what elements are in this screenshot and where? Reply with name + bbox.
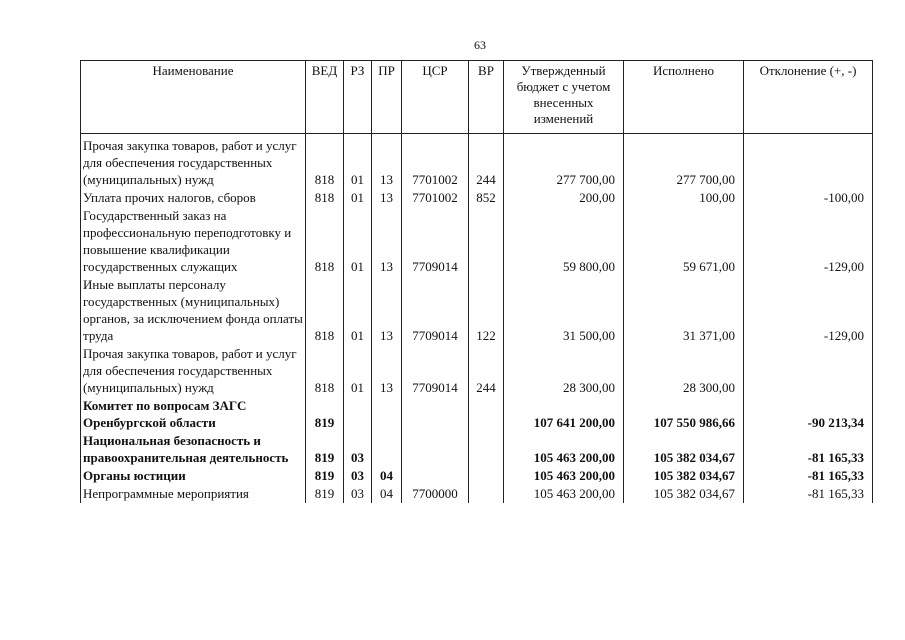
cell-executed: 31 371,00 bbox=[624, 276, 744, 345]
cell-csr: 7701002 bbox=[402, 134, 469, 190]
page-number: 63 bbox=[474, 38, 486, 52]
table-row bbox=[81, 397, 873, 432]
cell-deviation bbox=[744, 134, 873, 190]
cell-deviation: -100,00 bbox=[744, 189, 873, 207]
cell-approved: 107 641 200,00 bbox=[504, 397, 624, 432]
header-name: Наименование bbox=[81, 61, 306, 134]
header-approved: Утвержденный бюджет с учетом внесенных изменений bbox=[504, 61, 624, 134]
table-row bbox=[81, 345, 873, 397]
header-row bbox=[81, 61, 873, 134]
table-row bbox=[81, 207, 873, 276]
cell-approved: 59 800,00 bbox=[504, 207, 624, 276]
cell-vr bbox=[469, 207, 504, 276]
table-row bbox=[81, 485, 873, 503]
cell-rz: 01 bbox=[344, 276, 372, 345]
cell-vr bbox=[469, 485, 504, 503]
cell-vr bbox=[469, 397, 504, 432]
cell-deviation: -81 165,33 bbox=[744, 432, 873, 467]
header-ved: ВЕД bbox=[306, 61, 344, 134]
cell-ved: 818 bbox=[306, 345, 344, 397]
cell-ved: 818 bbox=[306, 189, 344, 207]
cell-name: Уплата прочих налогов, сборов bbox=[81, 189, 306, 207]
cell-deviation: -129,00 bbox=[744, 207, 873, 276]
cell-vr bbox=[469, 467, 504, 485]
cell-rz: 01 bbox=[344, 134, 372, 190]
cell-csr bbox=[402, 432, 469, 467]
cell-executed: 100,00 bbox=[624, 189, 744, 207]
cell-rz: 03 bbox=[344, 467, 372, 485]
cell-pr: 13 bbox=[372, 276, 402, 345]
cell-ved: 819 bbox=[306, 397, 344, 432]
cell-approved: 28 300,00 bbox=[504, 345, 624, 397]
cell-pr: 04 bbox=[372, 485, 402, 503]
table-row bbox=[81, 189, 873, 207]
cell-executed: 105 382 034,67 bbox=[624, 432, 744, 467]
cell-csr: 7700000 bbox=[402, 485, 469, 503]
cell-ved: 818 bbox=[306, 276, 344, 345]
table-row bbox=[81, 432, 873, 467]
cell-rz bbox=[344, 397, 372, 432]
cell-ved: 819 bbox=[306, 432, 344, 467]
cell-ved: 818 bbox=[306, 207, 344, 276]
header-executed: Исполнено bbox=[624, 61, 744, 134]
cell-ved: 819 bbox=[306, 467, 344, 485]
cell-csr: 7709014 bbox=[402, 207, 469, 276]
cell-rz: 03 bbox=[344, 432, 372, 467]
cell-approved: 200,00 bbox=[504, 189, 624, 207]
cell-pr: 13 bbox=[372, 189, 402, 207]
cell-csr: 7709014 bbox=[402, 345, 469, 397]
cell-deviation: -81 165,33 bbox=[744, 485, 873, 503]
cell-name: Государственный заказ на профессиональную переподготовку и повышение квалификации государственных служащих bbox=[81, 207, 306, 276]
table-row bbox=[81, 276, 873, 345]
table-row bbox=[81, 467, 873, 485]
cell-name: Прочая закупка товаров, работ и услуг для обеспечения государственных (муниципальных) нужд bbox=[81, 134, 306, 190]
cell-deviation: -81 165,33 bbox=[744, 467, 873, 485]
cell-csr bbox=[402, 397, 469, 432]
cell-name: Органы юстиции bbox=[81, 467, 306, 485]
budget-execution-table bbox=[80, 60, 873, 503]
cell-approved: 31 500,00 bbox=[504, 276, 624, 345]
cell-vr: 244 bbox=[469, 134, 504, 190]
cell-name: Прочая закупка товаров, работ и услуг для обеспечения государственных (муниципальных) нужд bbox=[81, 345, 306, 397]
table-row bbox=[81, 134, 873, 190]
cell-csr: 7701002 bbox=[402, 189, 469, 207]
cell-ved: 819 bbox=[306, 485, 344, 503]
cell-deviation: -90 213,34 bbox=[744, 397, 873, 432]
cell-pr bbox=[372, 397, 402, 432]
cell-name: Непрограммные мероприятия bbox=[81, 485, 306, 503]
cell-name: Комитет по вопросам ЗАГС Оренбургской области bbox=[81, 397, 306, 432]
cell-approved: 105 463 200,00 bbox=[504, 485, 624, 503]
cell-executed: 105 382 034,67 bbox=[624, 467, 744, 485]
cell-name: Иные выплаты персоналу государственных (муниципальных) органов, за исключением фонда оплаты труда bbox=[81, 276, 306, 345]
cell-csr bbox=[402, 467, 469, 485]
cell-approved: 277 700,00 bbox=[504, 134, 624, 190]
cell-vr bbox=[469, 432, 504, 467]
cell-vr: 244 bbox=[469, 345, 504, 397]
cell-pr: 13 bbox=[372, 345, 402, 397]
cell-name: Национальная безопасность и правоохранительная деятельность bbox=[81, 432, 306, 467]
cell-approved: 105 463 200,00 bbox=[504, 467, 624, 485]
cell-pr: 13 bbox=[372, 207, 402, 276]
cell-executed: 105 382 034,67 bbox=[624, 485, 744, 503]
header-pr: ПР bbox=[372, 61, 402, 134]
header-deviation: Отклонение (+, -) bbox=[744, 61, 873, 134]
cell-vr: 852 bbox=[469, 189, 504, 207]
header-csr: ЦСР bbox=[402, 61, 469, 134]
cell-rz: 01 bbox=[344, 345, 372, 397]
cell-rz: 01 bbox=[344, 207, 372, 276]
header-vr: ВР bbox=[469, 61, 504, 134]
cell-rz: 01 bbox=[344, 189, 372, 207]
cell-vr: 122 bbox=[469, 276, 504, 345]
table-header bbox=[81, 61, 873, 134]
cell-approved: 105 463 200,00 bbox=[504, 432, 624, 467]
cell-ved: 818 bbox=[306, 134, 344, 190]
cell-deviation: -129,00 bbox=[744, 276, 873, 345]
cell-executed: 277 700,00 bbox=[624, 134, 744, 190]
cell-csr: 7709014 bbox=[402, 276, 469, 345]
cell-pr bbox=[372, 432, 402, 467]
cell-executed: 59 671,00 bbox=[624, 207, 744, 276]
cell-executed: 28 300,00 bbox=[624, 345, 744, 397]
cell-pr: 13 bbox=[372, 134, 402, 190]
cell-pr: 04 bbox=[372, 467, 402, 485]
table-body bbox=[81, 134, 873, 504]
cell-executed: 107 550 986,66 bbox=[624, 397, 744, 432]
cell-deviation bbox=[744, 345, 873, 397]
header-rz: РЗ bbox=[344, 61, 372, 134]
cell-rz: 03 bbox=[344, 485, 372, 503]
